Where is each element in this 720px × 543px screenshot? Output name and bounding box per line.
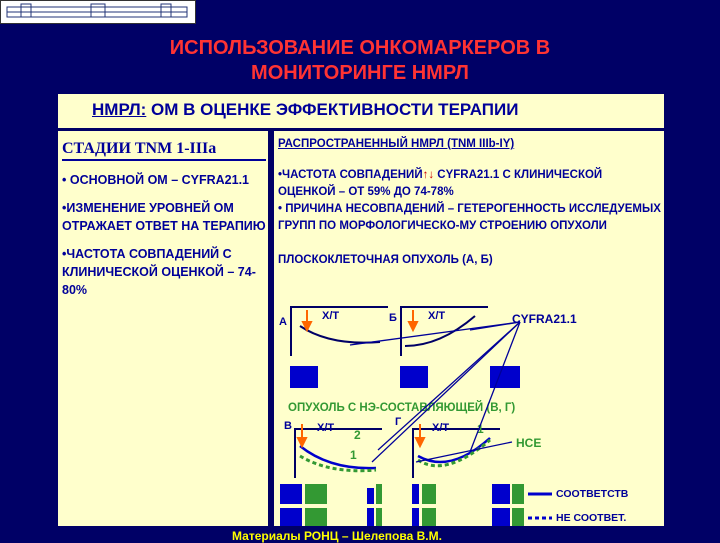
neuro-heading: ОПУХОЛЬ С НЭ-СОСТАВЛЯЮЩЕЙ (В, Г)	[288, 402, 516, 414]
pointer-line	[470, 322, 520, 452]
left-bullet-1: • ОСНОВНОЙ ОМ – CYFRA21.1	[62, 173, 249, 187]
pointer-line	[372, 322, 520, 462]
left-heading: СТАДИИ TNM 1-IIIa	[62, 140, 266, 161]
series-1-label-v: 1	[350, 448, 357, 462]
subtitle-text: ОМ В ОЦЕНКЕ ЭФФЕКТИВНОСТИ ТЕРАПИИ	[146, 100, 519, 119]
up-down-arrows-icon: ↑↓	[422, 169, 435, 181]
right-bullet-2: • ПРИЧИНА НЕСОВПАДЕНИЙ – ГЕТЕРОГЕННОСТЬ ИССЛЕДУЕМЫХ ГРУПП ПО МОРФОЛОГИЧЕСКО-МУ СТРОЕНИЮ ОПУХОЛИ	[278, 203, 661, 232]
title-line-2: МОНИТОРИНГЕ НМРЛ	[251, 62, 469, 84]
squamous-heading: ПЛОСКОКЛЕТОЧНАЯ ОПУХОЛЬ (А, Б)	[278, 254, 493, 266]
curve-g-green	[418, 440, 490, 466]
series-1-label-g: 1	[477, 422, 484, 436]
pointer-line	[416, 442, 512, 462]
label-b: Б	[389, 312, 397, 324]
cyfra-label: CYFRA21.1	[512, 312, 577, 326]
xt-label-g: Х/Т	[432, 422, 450, 434]
left-bullet-2: •ИЗМЕНЕНИЕ УРОВНЕЙ ОМ ОТРАЖАЕТ ОТВЕТ НА ТЕРАПИЮ	[62, 201, 266, 233]
subtitle-prefix: НМРЛ:	[92, 100, 147, 119]
series-2-label: 2	[354, 428, 361, 442]
label-a: А	[279, 316, 287, 328]
label-g: Г	[395, 416, 402, 428]
curve-a	[300, 326, 380, 343]
legend-mismatch-label: НЕ СООТВЕТ.	[556, 512, 627, 524]
right-bullet-1-end: CYFRA21.1 С КЛИНИЧЕСКОЙ ОЦЕНКОЙ – ОТ 59% ДО 74-78%	[278, 169, 603, 198]
footer-credit: Материалы РОНЦ – Шелепова В.М.	[232, 529, 442, 543]
title-line-1: ИСПОЛЬЗОВАНИЕ ОНКОМАРКЕРОВ В	[169, 37, 551, 59]
nse-label: НСЕ	[516, 436, 542, 450]
curve-v-blue	[300, 446, 376, 468]
left-bullet-3: •ЧАСТОТА СОВПАДЕНИЙ С КЛИНИЧЕСКОЙ ОЦЕНКОЙ – 74-80%	[62, 247, 256, 297]
pointer-line	[378, 322, 520, 450]
right-bullet-1-start: •ЧАСТОТА СОВПАДЕНИЙ	[278, 169, 423, 181]
xt-label-v: Х/Т	[317, 422, 335, 434]
right-heading: РАСПРОСТРАНЕННЫЙ НМРЛ (TNM IIIb-IY)	[278, 138, 515, 150]
label-v: В	[284, 420, 292, 432]
legend-match-label: СООТВЕТСТВ	[556, 488, 629, 500]
xt-label-a: Х/Т	[322, 310, 340, 322]
xt-label-b: Х/Т	[428, 310, 446, 322]
curve-b	[405, 316, 475, 346]
